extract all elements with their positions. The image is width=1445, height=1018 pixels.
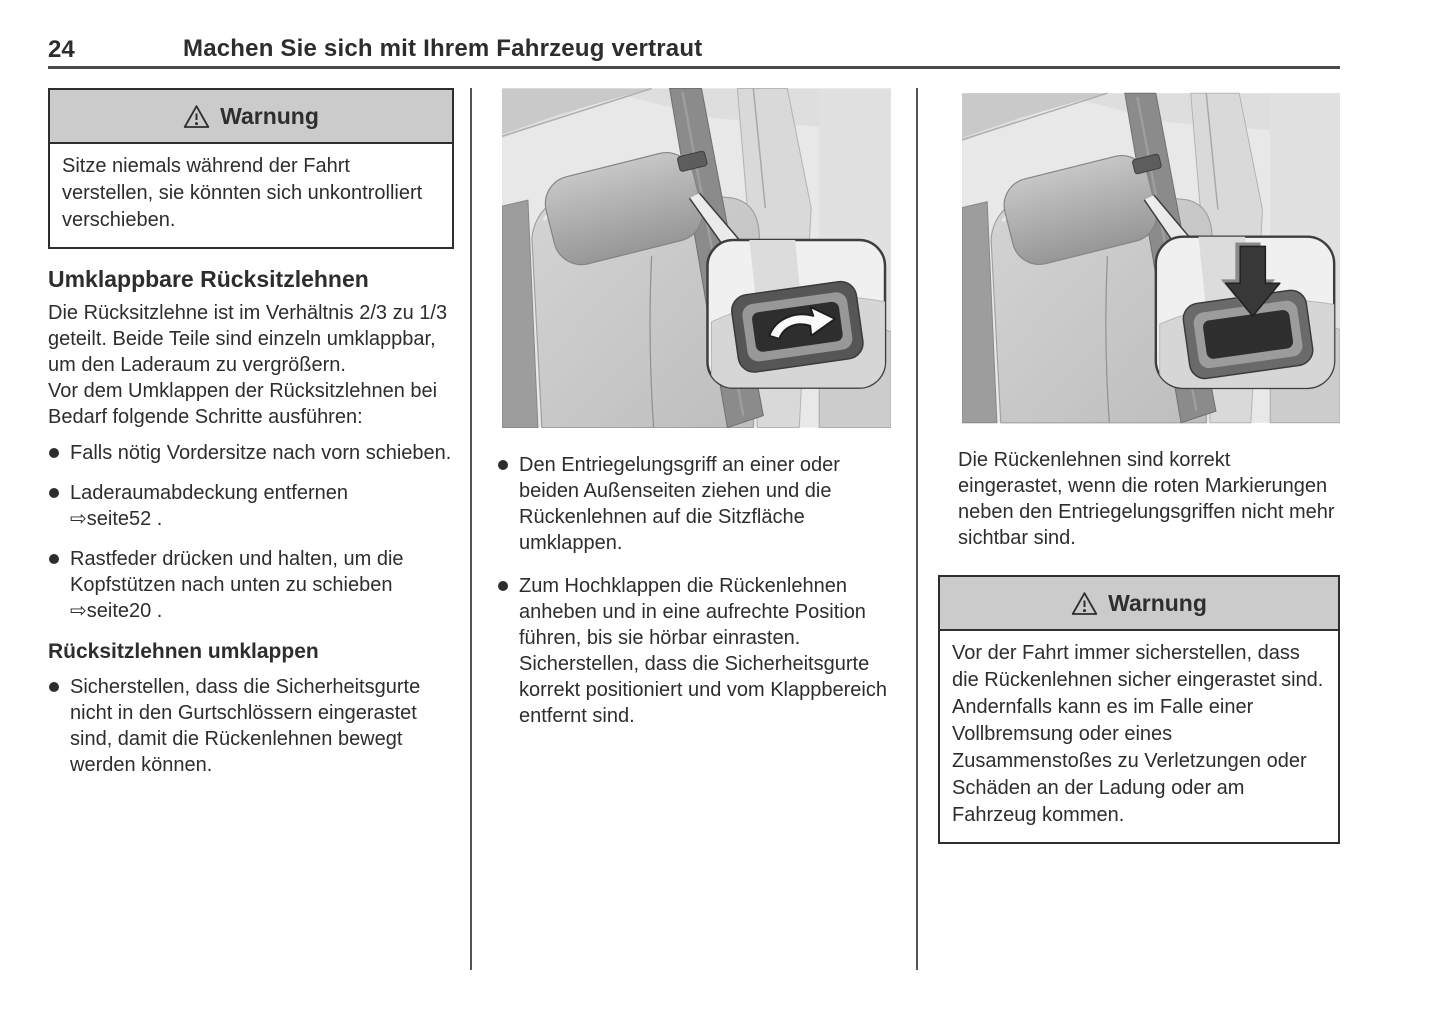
figure-release-handle-pull (502, 88, 891, 428)
bullet-icon (49, 488, 59, 498)
list-item-text: Zum Hochklappen die Rückenlehnen anheben und in eine aufrechte Position führen, bis sie hörbar einrasten. Sicherstellen, dass die Sicherheitsgurte korrekt positioniert und vom Klappbereich entfernt sind. (519, 575, 887, 727)
sub-heading-fold-backrests: Rücksitzlehnen umklappen (48, 640, 319, 663)
list-item-text: Laderaumabdeckung entfernen (70, 482, 348, 504)
list-item (497, 573, 891, 729)
list-item-text: Den Entriegelungsgriff an einer oder beiden Außenseiten ziehen und die Rückenlehnen auf die Sitzfläche umklappen. (519, 454, 840, 554)
warning-triangle-icon (1071, 591, 1098, 616)
section-heading: Umklappbare Rücksitzlehnen (48, 266, 369, 292)
list-item-text: Falls nötig Vordersitze nach vorn schieben. (70, 442, 452, 464)
list-item (497, 452, 891, 556)
page-reference: ⇨seite52 . (70, 508, 163, 530)
bullet-icon (49, 554, 59, 564)
release-handle (730, 280, 865, 375)
warning-box-seats (48, 88, 454, 249)
figure-backrest-lock-press (962, 88, 1340, 428)
list-item (48, 674, 454, 778)
column-divider-right (916, 88, 918, 970)
header-rule (48, 66, 1340, 69)
preparation-steps-list (48, 440, 454, 624)
list-item (48, 480, 454, 532)
list-item-text: Rastfeder drücken und halten, um die Kopfstützen nach unten zu schieben (70, 548, 404, 596)
page-number: 24 (48, 36, 75, 63)
list-item (48, 440, 454, 466)
page-reference: ⇨seite20 . (70, 600, 163, 622)
left-column (48, 88, 454, 792)
steps-paragraph: Vor dem Umklappen der Rücksitzlehnen bei Bedarf folgende Schritte ausführen: (48, 380, 438, 428)
lock-status-paragraph: Die Rückenlehnen sind korrekt eingerastet, wenn die roten Markierungen neben den Entriegelungsgriffen nicht mehr sichtbar sind. (958, 449, 1335, 549)
warning-triangle-icon (183, 104, 210, 129)
bullet-icon (498, 581, 508, 591)
middle-column (497, 88, 891, 746)
list-item-text: Sicherstellen, dass die Sicherheitsgurte nicht in den Gurtschlössern eingerastet sind, damit die Rückenlehnen bewegt werden können. (70, 676, 421, 776)
warning-box-header (50, 90, 452, 144)
warning-title: Warnung (1108, 590, 1207, 616)
warning-body: Vor der Fahrt immer sicherstellen, dass die Rückenlehnen sicher eingerastet sind. Andernfalls kann es im Falle einer Vollbremsung oder eines Zusammenstoßes zu Verletzungen oder Schäden an der Ladung oder am Fahrzeug kommen. (952, 642, 1324, 826)
intro-paragraph: Die Rücksitzlehne ist im Verhältnis 2/3 zu 1/3 geteilt. Beide Teile sind einzeln umklappbar, um den Laderaum zu vergrößern. (48, 302, 448, 376)
warning-title: Warnung (220, 103, 319, 129)
list-item (48, 546, 454, 624)
warning-box-backrests (938, 575, 1340, 844)
warning-box-header (940, 577, 1338, 631)
warning-body: Sitze niemals während der Fahrt verstellen, sie könnten sich unkontrolliert verschieben. (62, 155, 423, 231)
chapter-title: Machen Sie sich mit Ihrem Fahrzeug vertraut (183, 35, 703, 62)
right-column (938, 88, 1340, 844)
fold-instructions-list (497, 452, 891, 729)
bullet-icon (49, 682, 59, 692)
fold-steps-list (48, 674, 454, 778)
column-divider-left (470, 88, 472, 970)
bullet-icon (498, 460, 508, 470)
bullet-icon (49, 448, 59, 458)
